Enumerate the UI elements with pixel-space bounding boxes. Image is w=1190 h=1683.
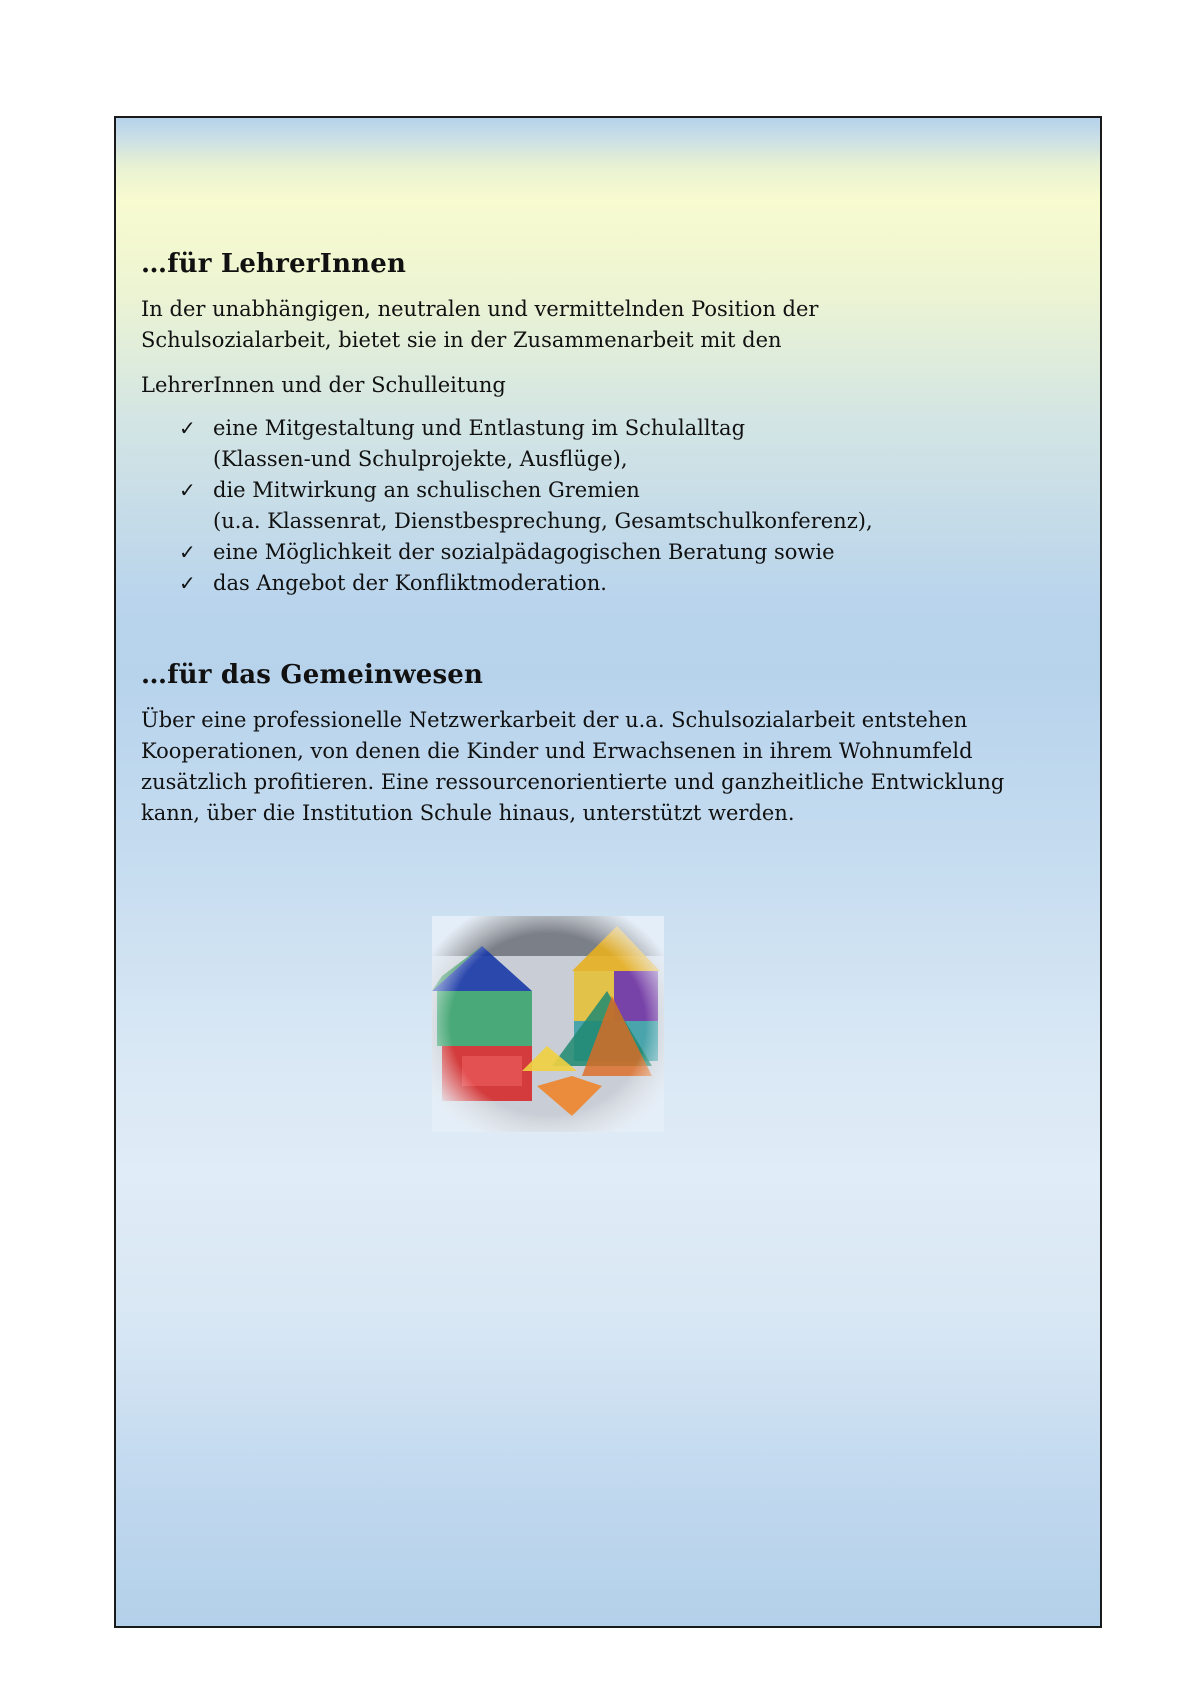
list-item-text: eine Möglichkeit der sozialpädagogischen Beratung sowie [213,540,835,564]
list-item [179,413,1081,475]
list-item-text: das Angebot der Konfliktmoderation. [213,571,607,595]
intro-line: Schulsozialarbeit, bietet sie in der Zusammenarbeit mit den [141,328,782,352]
list-item [179,537,1081,568]
paragraph-line: kann, über die Institution Schule hinaus, unterstützt werden. [141,801,795,825]
check-icon: ✓ [179,478,196,502]
section-title-community: …für das Gemeinwesen [141,660,484,690]
paragraph-line: Über eine professionelle Netzwerkarbeit der u.a. Schulsozialarbeit entstehen [141,708,968,732]
list-item-text: die Mitwirkung an schulischen Gremien [213,478,640,502]
list-item-subtext: (Klassen-und Schulprojekte, Ausflüge), [213,447,628,471]
main-content [141,246,1081,829]
section-title-teachers: …für LehrerInnen [141,249,407,279]
list-item-text: eine Mitgestaltung und Entlastung im Schulalltag [213,416,746,440]
photo-vignette [432,916,664,1132]
checklist [141,413,1081,599]
teachers-intro [141,294,1081,356]
list-item [179,475,1081,537]
teachers-lead: LehrerInnen und der Schulleitung [141,373,506,397]
paragraph-line: zusätzlich profitieren. Eine ressourcenorientierte und ganzheitliche Entwicklung [141,770,1005,794]
community-paragraph [141,705,1081,829]
paragraph-line: Kooperationen, von denen die Kinder und Erwachsenen in ihrem Wohnumfeld [141,739,973,763]
check-icon: ✓ [179,540,196,564]
list-item [179,568,1081,599]
magnetic-tiles-photo [432,916,664,1132]
intro-line: In der unabhängigen, neutralen und vermittelnden Position der [141,297,819,321]
check-icon: ✓ [179,571,196,595]
check-icon: ✓ [179,416,196,440]
tiles-illustration [432,916,664,1132]
list-item-subtext: (u.a. Klassenrat, Dienstbesprechung, Gesamtschulkonferenz), [213,509,873,533]
